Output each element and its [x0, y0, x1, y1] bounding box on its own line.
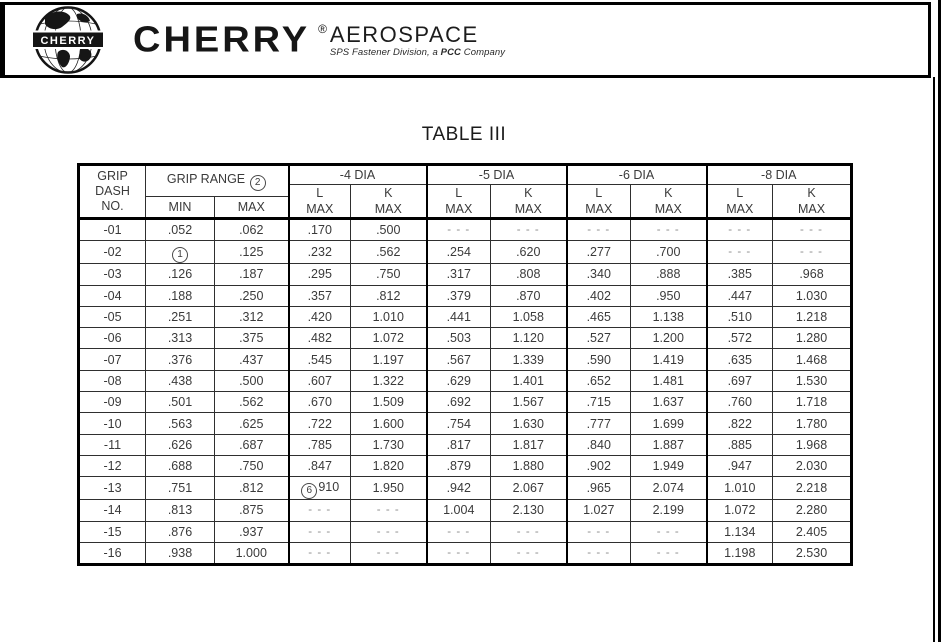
table-row [79, 241, 852, 264]
value-cell: 1.322 [351, 370, 427, 391]
value-cell: 1.630 [491, 413, 567, 434]
value-cell: 1.950 [351, 477, 427, 500]
tagline-pcc: PCC [440, 47, 462, 58]
value-cell: .670 [289, 392, 351, 413]
value-cell: 1.600 [351, 413, 427, 434]
value-cell: .437 [215, 349, 289, 370]
value-cell: 2.530 [773, 542, 852, 564]
brand-wordmark: CHERRY [133, 20, 311, 60]
value-cell: .751 [146, 477, 215, 500]
value-cell: 1.637 [631, 392, 707, 413]
value-cell: - - - [351, 542, 427, 564]
sub-max: MAX [306, 202, 334, 216]
table-title: TABLE III [421, 124, 507, 145]
grip-dash-cell: -01 [79, 219, 146, 241]
value-cell: .482 [289, 328, 351, 349]
value-cell: - - - [427, 521, 491, 542]
grip-dash-line2: DASH [95, 184, 130, 198]
table-row [79, 434, 852, 455]
value-cell: .567 [427, 349, 491, 370]
value-cell: .170 [289, 219, 351, 241]
sub-max: MAX [654, 202, 682, 216]
table-header [79, 165, 852, 219]
value-cell: .562 [351, 241, 427, 264]
table-row [79, 521, 852, 542]
value-cell: 1.010 [707, 477, 773, 500]
grip-range-label: GRIP RANGE [166, 171, 246, 186]
value-cell: .950 [631, 285, 707, 306]
value-cell: 1.197 [351, 349, 427, 370]
sub-l: L [736, 186, 744, 200]
value-cell: .438 [146, 370, 215, 391]
grip-dash-cell: -10 [79, 413, 146, 434]
value-cell: .572 [707, 328, 773, 349]
value-cell: - - - [567, 219, 631, 241]
value-cell: - - - [289, 521, 351, 542]
logo-header-box [0, 2, 931, 78]
value-cell: .250 [215, 285, 289, 306]
value-cell: - - - [427, 542, 491, 564]
value-cell: .942 [427, 477, 491, 500]
grip-dash-line1: GRIP [97, 169, 128, 183]
grip-dash-cell: -06 [79, 328, 146, 349]
value-cell: .385 [707, 264, 773, 285]
value-cell: .754 [427, 413, 491, 434]
brand-aerospace-text: AEROSPACE [329, 22, 479, 47]
value-cell: .750 [215, 455, 289, 476]
value-cell: - - - [491, 521, 567, 542]
value-cell: .500 [215, 370, 289, 391]
value-cell: 1.058 [491, 306, 567, 327]
registered-trademark-symbol: ® [318, 22, 327, 36]
value-cell: .652 [567, 370, 631, 391]
value-cell: .052 [146, 219, 215, 241]
value-cell: .625 [215, 413, 289, 434]
grip-dash-cell: -05 [79, 306, 146, 327]
value-cell: .563 [146, 413, 215, 434]
value-cell: .760 [707, 392, 773, 413]
table-row [79, 328, 852, 349]
sub-max: MAX [585, 202, 613, 216]
value-cell: .847 [289, 455, 351, 476]
value-cell: 1.820 [351, 455, 427, 476]
value-cell [146, 241, 215, 264]
col-header-k-max-6 [631, 185, 707, 219]
value-cell: 1.000 [215, 542, 289, 564]
value-cell: .620 [491, 241, 567, 264]
table-row [79, 542, 852, 564]
value-cell: 1.718 [773, 392, 852, 413]
value-cell: .938 [146, 542, 215, 564]
value-cell: .545 [289, 349, 351, 370]
table-row [79, 500, 852, 521]
col-header-dia-8: -8 DIA [707, 165, 852, 185]
value-cell: - - - [773, 241, 852, 264]
table-row [79, 392, 852, 413]
sub-l: L [455, 186, 463, 200]
col-header-l-max-8 [707, 185, 773, 219]
value-cell: .840 [567, 434, 631, 455]
grip-dash-cell: -02 [79, 241, 146, 264]
value-cell: .313 [146, 328, 215, 349]
brand-right-block [330, 21, 505, 58]
value-cell: .687 [215, 434, 289, 455]
value-cell: .501 [146, 392, 215, 413]
value-cell: .317 [427, 264, 491, 285]
value-cell: .688 [146, 455, 215, 476]
value-cell: .875 [215, 500, 289, 521]
grip-dash-line3: NO. [101, 199, 124, 213]
sub-k: K [807, 186, 816, 200]
value-cell: .465 [567, 306, 631, 327]
value-cell: 1.010 [351, 306, 427, 327]
value-cell: - - - [351, 500, 427, 521]
value-cell: .822 [707, 413, 773, 434]
sub-max: MAX [797, 202, 826, 216]
grip-table [77, 163, 853, 566]
value-cell: .527 [567, 328, 631, 349]
col-header-k-max-4 [351, 185, 427, 219]
table-row [79, 413, 852, 434]
value-cell: .777 [567, 413, 631, 434]
col-header-grip-range [146, 165, 289, 197]
value-cell: 1.134 [707, 521, 773, 542]
value-cell: 2.405 [773, 521, 852, 542]
sub-k: K [664, 186, 673, 200]
globe-banner-text: CHERRY [40, 35, 96, 47]
col-header-l-max-4 [289, 185, 351, 219]
grip-dash-cell: -07 [79, 349, 146, 370]
brand-tagline [330, 47, 505, 58]
value-cell: .500 [351, 219, 427, 241]
value-cell: .375 [215, 328, 289, 349]
value-cell: 1.218 [773, 306, 852, 327]
col-header-grip-dash-no [79, 165, 146, 219]
value-cell: .126 [146, 264, 215, 285]
value-cell: .503 [427, 328, 491, 349]
grip-dash-cell: -11 [79, 434, 146, 455]
table-row [79, 349, 852, 370]
sub-l: L [316, 186, 324, 200]
value-cell: - - - [567, 542, 631, 564]
value-cell: .340 [567, 264, 631, 285]
value-cell: 1.280 [773, 328, 852, 349]
sub-l: L [595, 186, 603, 200]
value-cell: - - - [567, 521, 631, 542]
value-cell: .379 [427, 285, 491, 306]
value-cell: 2.218 [773, 477, 852, 500]
sub-max: MAX [445, 202, 473, 216]
col-header-max: MAX [215, 197, 289, 219]
value-cell: .722 [289, 413, 351, 434]
value-cell: .562 [215, 392, 289, 413]
grip-dash-cell: -13 [79, 477, 146, 500]
value-cell: 6 910 [289, 477, 351, 500]
value-cell: .062 [215, 219, 289, 241]
value-cell: 1.509 [351, 392, 427, 413]
value-cell: .947 [707, 455, 773, 476]
col-header-l-max-6 [567, 185, 631, 219]
col-header-k-max-5 [491, 185, 567, 219]
footnote-1-circle: 1 [172, 247, 188, 263]
value-cell: .879 [427, 455, 491, 476]
grip-dash-cell: -12 [79, 455, 146, 476]
sub-max: MAX [726, 202, 754, 216]
table-row [79, 306, 852, 327]
table-row [79, 370, 852, 391]
table-row [79, 285, 852, 306]
value-cell: 1.030 [773, 285, 852, 306]
col-header-l-max-5 [427, 185, 491, 219]
value-cell: - - - [289, 500, 351, 521]
grip-dash-cell: -15 [79, 521, 146, 542]
value-cell: 1.481 [631, 370, 707, 391]
value-cell: 1.567 [491, 392, 567, 413]
value-cell: .700 [631, 241, 707, 264]
value-cell: .187 [215, 264, 289, 285]
value-cell: .785 [289, 434, 351, 455]
value-cell: .441 [427, 306, 491, 327]
table-row [79, 455, 852, 476]
col-header-dia-4: -4 DIA [289, 165, 427, 185]
value-cell: 1.419 [631, 349, 707, 370]
value-cell: .902 [567, 455, 631, 476]
value-cell: .251 [146, 306, 215, 327]
value-cell: - - - [491, 219, 567, 241]
tagline-post: Company [461, 47, 506, 58]
value-cell: .420 [289, 306, 351, 327]
col-header-dia-5: -5 DIA [427, 165, 567, 185]
value-cell: .125 [215, 241, 289, 264]
value-cell: - - - [289, 542, 351, 564]
value-cell: .510 [707, 306, 773, 327]
value-cell: 1.198 [707, 542, 773, 564]
value-cell: 1.401 [491, 370, 567, 391]
table-row [79, 219, 852, 241]
value-cell: 2.067 [491, 477, 567, 500]
value-cell: - - - [351, 521, 427, 542]
col-header-min: MIN [146, 197, 215, 219]
value-cell: .697 [707, 370, 773, 391]
value-cell: - - - [773, 219, 852, 241]
value-cell: .607 [289, 370, 351, 391]
value-cell: .254 [427, 241, 491, 264]
value-cell: .629 [427, 370, 491, 391]
value-cell: 2.280 [773, 500, 852, 521]
value-cell: .813 [146, 500, 215, 521]
value-cell: .965 [567, 477, 631, 500]
value-cell: .808 [491, 264, 567, 285]
value-cell: .812 [215, 477, 289, 500]
value-cell: - - - [631, 521, 707, 542]
footnote-2-circle: 2 [250, 175, 266, 191]
value-cell: .402 [567, 285, 631, 306]
value-cell: - - - [491, 542, 567, 564]
value-cell: 2.074 [631, 477, 707, 500]
value-cell: .295 [289, 264, 351, 285]
page-edge-outer-rule [938, 0, 941, 642]
grip-dash-cell: -16 [79, 542, 146, 564]
value-cell: .870 [491, 285, 567, 306]
value-cell: 1.887 [631, 434, 707, 455]
value-cell: 1.730 [351, 434, 427, 455]
value-cell: .968 [773, 264, 852, 285]
grip-dash-cell: -03 [79, 264, 146, 285]
globe-logo-icon [33, 5, 103, 75]
grip-dash-cell: -04 [79, 285, 146, 306]
table-row [79, 477, 852, 500]
value-cell: .277 [567, 241, 631, 264]
value-cell: .626 [146, 434, 215, 455]
grip-dash-cell: -08 [79, 370, 146, 391]
value-cell: 1.968 [773, 434, 852, 455]
sub-k: K [384, 186, 393, 200]
value-cell: .590 [567, 349, 631, 370]
value-cell: 2.199 [631, 500, 707, 521]
value-cell: 1.339 [491, 349, 567, 370]
value-cell: .232 [289, 241, 351, 264]
value-cell: .885 [707, 434, 773, 455]
value-cell: 1.468 [773, 349, 852, 370]
value-cell: 1.949 [631, 455, 707, 476]
value-cell: 2.030 [773, 455, 852, 476]
footnote-6-circle: 6 [301, 483, 317, 499]
sub-max: MAX [514, 202, 542, 216]
value-cell: 1.880 [491, 455, 567, 476]
table-body [79, 219, 852, 565]
value-cell: .750 [351, 264, 427, 285]
value-cell: .635 [707, 349, 773, 370]
value-cell: .888 [631, 264, 707, 285]
grip-dash-cell: -09 [79, 392, 146, 413]
value-cell: - - - [631, 219, 707, 241]
sub-max: MAX [374, 202, 402, 216]
value-cell: 1.120 [491, 328, 567, 349]
col-header-dia-6: -6 DIA [567, 165, 707, 185]
value-cell: 2.130 [491, 500, 567, 521]
value-cell: 1.138 [631, 306, 707, 327]
value-cell: 1.072 [351, 328, 427, 349]
value-cell: - - - [707, 241, 773, 264]
value-cell: .312 [215, 306, 289, 327]
value-cell: - - - [427, 219, 491, 241]
tagline-pre: SPS Fastener Division, a [329, 47, 441, 58]
col-header-k-max-8 [773, 185, 852, 219]
table-row [79, 264, 852, 285]
sub-k: K [524, 186, 533, 200]
value-cell: .812 [351, 285, 427, 306]
value-cell: 1.530 [773, 370, 852, 391]
value-cell: .715 [567, 392, 631, 413]
value-cell: .876 [146, 521, 215, 542]
value-cell: .357 [289, 285, 351, 306]
brand-lockup [133, 21, 505, 59]
value-cell: 1.200 [631, 328, 707, 349]
value-cell: .692 [427, 392, 491, 413]
value-cell: .937 [215, 521, 289, 542]
value-cell: .447 [707, 285, 773, 306]
value-cell: 1.817 [491, 434, 567, 455]
value-cell: 1.780 [773, 413, 852, 434]
value-cell: 1.072 [707, 500, 773, 521]
grip-dash-cell: -14 [79, 500, 146, 521]
value-cell: - - - [631, 542, 707, 564]
value-cell: 1.027 [567, 500, 631, 521]
value-cell: .188 [146, 285, 215, 306]
value-cell: - - - [707, 219, 773, 241]
value-cell: 1.699 [631, 413, 707, 434]
value-cell: 1.004 [427, 500, 491, 521]
page-edge-inner-rule [933, 77, 935, 642]
value-cell: .817 [427, 434, 491, 455]
value-cell: .376 [146, 349, 215, 370]
